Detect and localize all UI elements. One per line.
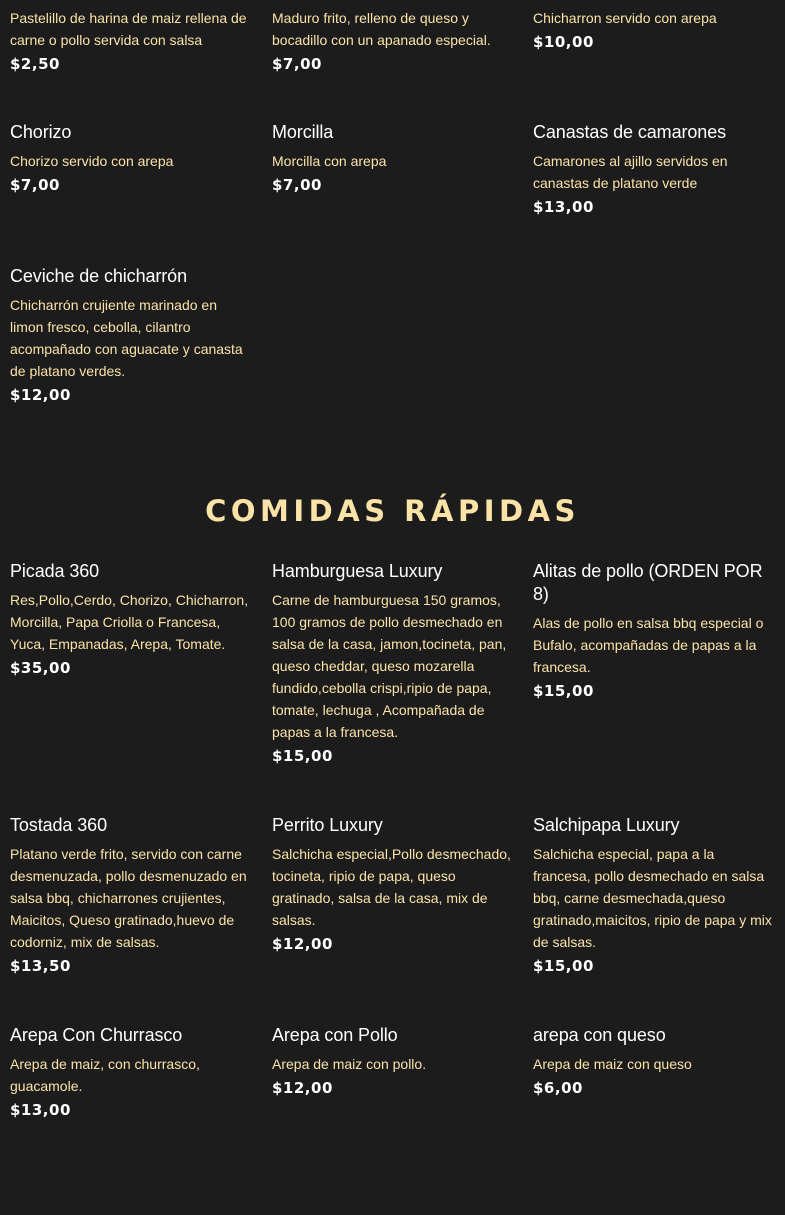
item-price: $13,00 (533, 198, 594, 216)
item-description: Arepa de maiz con queso (533, 1056, 692, 1072)
menu-item (272, 7, 512, 74)
item-name: Canastas de camarones (533, 122, 727, 142)
item-price: $7,00 (10, 176, 60, 194)
item-description: Arepa de maiz con pollo. (272, 1056, 427, 1072)
item-name: Hamburguesa Luxury (272, 561, 443, 581)
item-name: Ceviche de chicharrón (10, 266, 187, 286)
item-description: Arepa de maiz, con churrasco, guacamole. (10, 1056, 200, 1094)
item-description: Salchicha especial,Pollo desmechado, tocineta, ripio de papa, queso gratinado, salsa de la casa, mix de salsas. (272, 846, 511, 928)
item-price: $7,00 (272, 176, 322, 194)
menu-item (10, 121, 250, 195)
item-price: $35,00 (10, 659, 71, 677)
menu-item (533, 814, 773, 976)
item-description: Chicharron servido con arepa (533, 10, 717, 26)
menu-item (10, 1024, 250, 1120)
item-description: Platano verde frito, servido con carne desmenuzada, pollo desmenuzado en salsa bbq, chicharrones crujientes, Maicitos, Queso gratinado,huevo de codorniz, mix de salsas. (10, 846, 247, 950)
item-name: Perrito Luxury (272, 815, 383, 835)
item-price: $15,00 (533, 957, 594, 975)
menu-item (272, 1024, 512, 1098)
item-description: Alas de pollo en salsa bbq especial o Bufalo, acompañadas de papas a la francesa. (533, 615, 764, 675)
item-price: $15,00 (533, 682, 594, 700)
item-description: Res,Pollo,Cerdo, Chorizo, Chicharron, Morcilla, Papa Criolla o Francesa, Yuca, Empanadas, Arepa, Tomate. (10, 592, 249, 652)
item-name: Arepa con Pollo (272, 1025, 398, 1045)
item-description: Carne de hamburguesa 150 gramos, 100 gramos de pollo desmechado en salsa de la casa, jamon,tocineta, pan, queso cheddar, queso mozarella fundido,cebolla crispi,ripio de papa, tomate, lechuga , Acompañada de papas a la francesa. (272, 592, 507, 740)
item-price: $12,00 (272, 935, 333, 953)
item-description: Chicharrón crujiente marinado en limon fresco, cebolla, cilantro acompañado con aguacate y canasta de platano verdes. (10, 297, 243, 379)
item-price: $15,00 (272, 747, 333, 765)
menu-item (272, 814, 512, 954)
item-name: Salchipapa Luxury (533, 815, 680, 835)
menu-item (533, 7, 773, 52)
item-price: $13,00 (10, 1101, 71, 1119)
item-name: Morcilla (272, 122, 334, 142)
item-price: $13,50 (10, 957, 71, 975)
menu-item (10, 560, 250, 678)
item-description: Maduro frito, relleno de queso y bocadillo con un apanado especial. (272, 10, 491, 48)
item-description: Salchicha especial, papa a la francesa, pollo desmechado en salsa bbq, carne desmechada,queso gratinado,maicitos, ripio de papa y mix de salsas. (533, 846, 772, 950)
item-description: Pastelillo de harina de maiz rellena de carne o pollo servida con salsa (10, 10, 247, 48)
menu-item (10, 265, 250, 405)
item-name: Tostada 360 (10, 815, 107, 835)
item-name: arepa con queso (533, 1025, 666, 1045)
section-title-comidas-rapidas: COMIDAS RÁPIDAS (205, 494, 580, 528)
menu-item (533, 560, 773, 701)
menu-item (533, 121, 773, 217)
item-name: Alitas de pollo (ORDEN POR 8) (533, 561, 763, 604)
item-price: $7,00 (272, 55, 322, 73)
menu-item (10, 7, 250, 74)
item-name: Arepa Con Churrasco (10, 1025, 183, 1045)
item-price: $12,00 (10, 386, 71, 404)
item-description: Chorizo servido con arepa (10, 153, 174, 169)
item-price: $2,50 (10, 55, 60, 73)
menu-item (272, 560, 512, 766)
item-price: $10,00 (533, 33, 594, 51)
menu-item (10, 814, 250, 976)
item-description: Morcilla con arepa (272, 153, 387, 169)
item-name: Chorizo (10, 122, 72, 142)
item-name: Picada 360 (10, 561, 100, 581)
item-price: $12,00 (272, 1079, 333, 1097)
menu-item (533, 1024, 773, 1098)
item-price: $6,00 (533, 1079, 583, 1097)
menu-item (272, 121, 512, 195)
item-description: Camarones al ajillo servidos en canastas de platano verde (533, 153, 728, 191)
